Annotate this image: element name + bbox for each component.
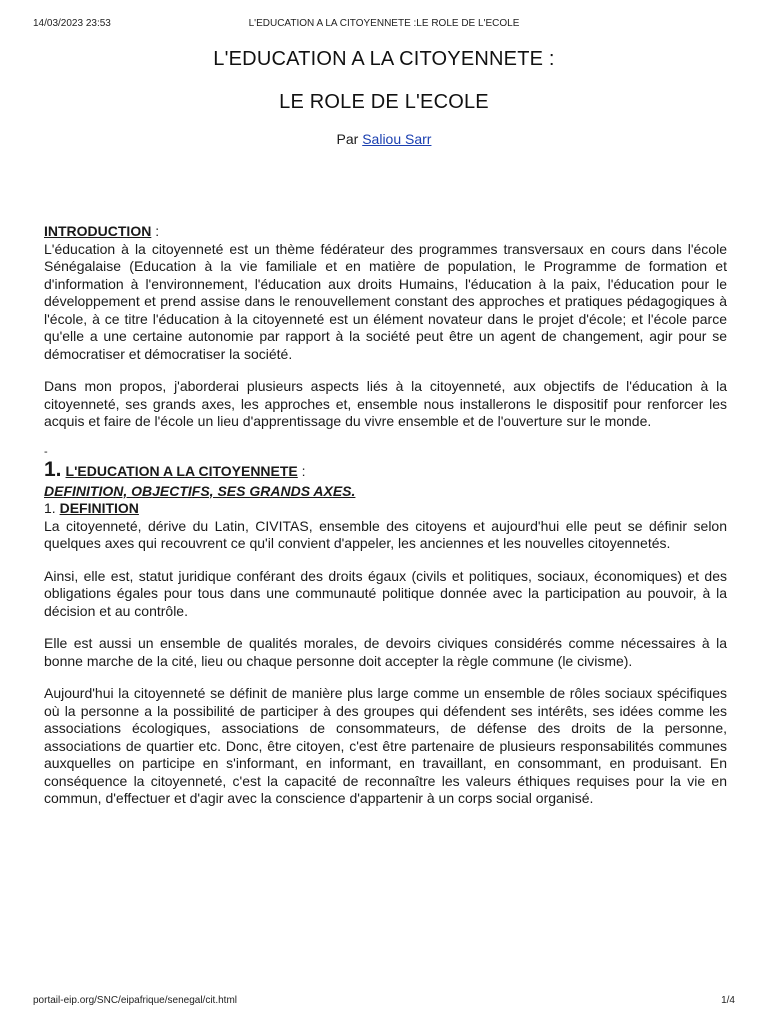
section-1-heading-colon: :: [297, 462, 306, 479]
article-body: [44, 223, 727, 823]
page-title-line2: LE ROLE DE L'ECOLE: [279, 91, 489, 113]
definition-heading: [44, 500, 727, 518]
author-link[interactable]: Saliou Sarr: [362, 131, 432, 147]
definition-heading-text: DEFINITION: [59, 500, 139, 516]
separator: -: [44, 445, 48, 458]
byline-prefix: Par: [336, 131, 359, 147]
intro-paragraph-1: L'éducation à la citoyenneté est un thème fédérateur des programmes transversaux en cours dans l'école Sénégalaise (Education à la vie familiale et en matière de population, le Programme de formation et d'information à l'environnement, l'éducation aux droits Humains, l'éducation à la paix, l'éducation pour le développement et prend assise dans le renouvellement constant des approches et pratiques pédagogiques à l'école, à ce titre l'éducation à la citoyenneté est un élément novateur dans le projet d'école; et l'école parce qu'elle a une certaine autonomie par rapport à la société peut être un agent de changement, agir pour se démocratiser et démocratiser la société.: [44, 240, 727, 362]
print-doc-title: L'EDUCATION A LA CITOYENNETE :LE ROLE DE L'ECOLE: [248, 18, 520, 29]
intro-heading-text: INTRODUCTION: [44, 223, 152, 239]
print-url: portail-eip.org/SNC/eipafrique/senegal/cit.html: [33, 995, 237, 1006]
definition-paragraph-2: Ainsi, elle est, statut juridique conférant des droits égaux (civils et politiques, sociaux, économiques) et des obligations égales pour tous dans une communauté politique donnée avec la participation au pouvoir, à la décision et au contrôle.: [44, 567, 727, 619]
intro-paragraph-2: Dans mon propos, j'aborderai plusieurs aspects liés à la citoyenneté, aux objectifs de l'éducation à la citoyenneté, ses grands axes, les approches et, ensemble nous installerons le dispositif pour renforcer les acquis et faire de l'école un lieu d'apprentissage du vivre ensemble et de l'ouverture sur le monde.: [44, 378, 727, 429]
section-1-heading: [44, 458, 727, 483]
page-title-line1: L'EDUCATION A LA CITOYENNETE :: [213, 48, 555, 70]
definition-number: 1.: [44, 500, 60, 516]
definition-paragraph-4: Aujourd'hui la citoyenneté se définit de manière plus large comme un ensemble de rôles sociaux spécifiques où la personne a la possibilité de participer à des groupes qui défendent ses intérêts, ses idées comme les associations écologiques, associations de consommateurs, de défense des droits de la personne, associations de quartier etc. Donc, être citoyen, c'est être partenaire de plusieurs responsabilités communes auxquelles on participe en s'informant, en informant, en travaillant, en consommant, en produisant. En conséquence la citoyenneté, c'est la capacité de reconnaître les valeurs éthiques requises pour la vie en commun, d'effectuer et d'agir avec la conscience d'appartenir à un corps social organisé.: [44, 685, 727, 806]
print-datetime: 14/03/2023 23:53: [33, 18, 111, 29]
page-number: 1/4: [721, 995, 735, 1006]
definition-paragraph-1: La citoyenneté, dérive du Latin, CIVITAS, ensemble des citoyens et aujourd'hui elle peut se définir selon quelques axes qui recouvrent ce qu'il convient d'appeler, les anciennes et les nouvelles citoyennetés.: [44, 517, 727, 551]
section-1-subheading: DEFINITION, OBJECTIFS, SES GRANDS AXES.: [44, 482, 356, 499]
section-1-number: 1.: [44, 457, 62, 481]
intro-heading-colon: :: [151, 223, 160, 239]
section-1-heading-text: L'EDUCATION A LA CITOYENNETE: [65, 462, 298, 479]
byline: [0, 131, 768, 147]
definition-paragraph-3: Elle est aussi un ensemble de qualités morales, de devoirs civiques considérés comme nécessaires à la bonne marche de la cité, lieu ou chaque personne doit accepter la règle commune (le civisme).: [44, 635, 727, 669]
intro-heading: [44, 223, 727, 241]
